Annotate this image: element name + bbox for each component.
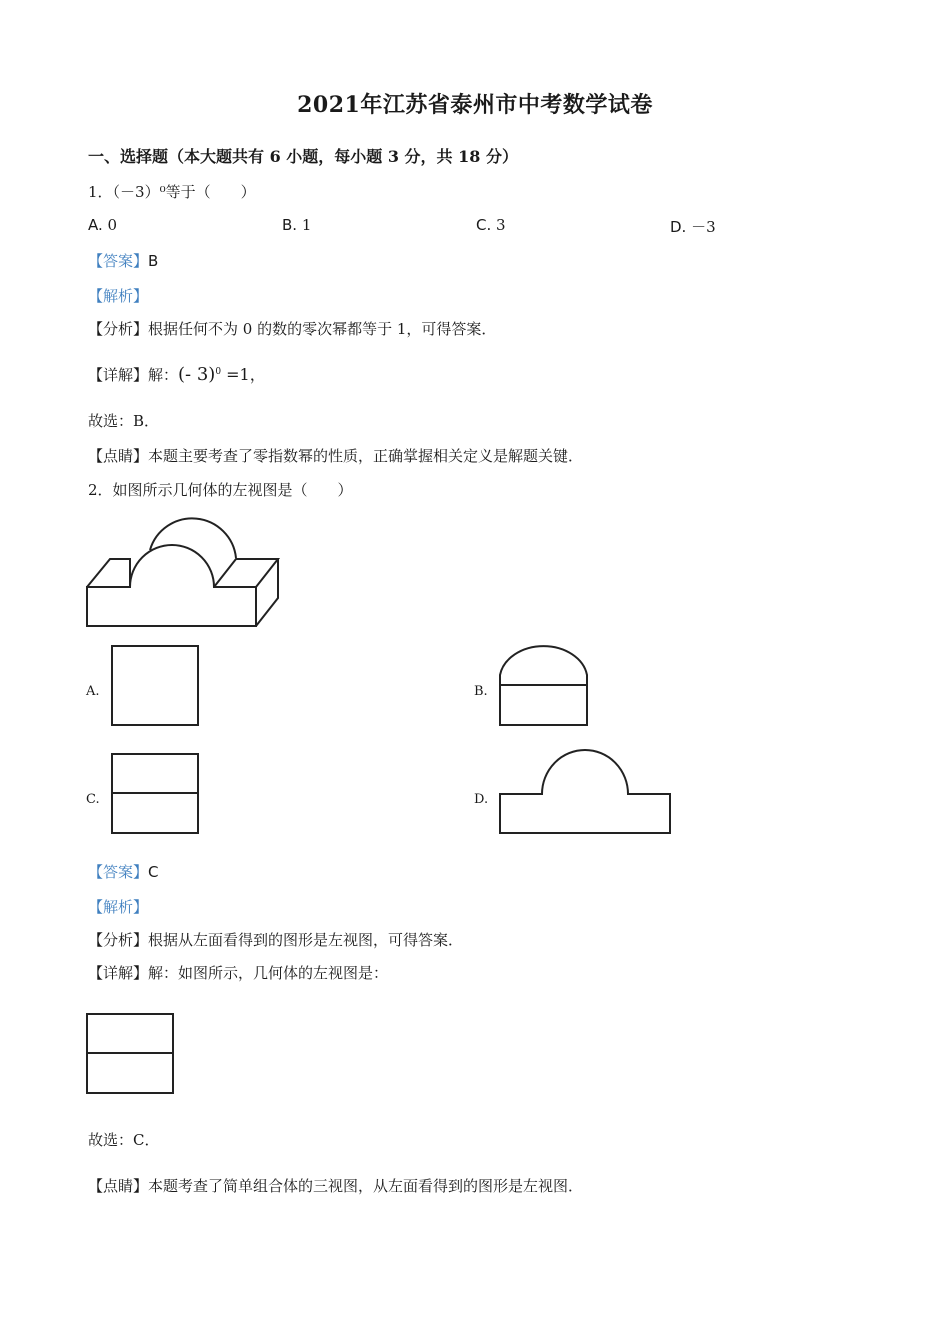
q1-stem: 1．（－3）⁰等于（ ） [88,183,256,201]
q1-guxuan: 故选：B． [88,412,160,430]
dome-on-base-shape [500,750,670,833]
square-shape [112,646,198,725]
left-top-face [87,559,130,587]
option-letter: A. [88,216,103,234]
q2-option-c-figure [111,753,199,834]
solid-figure [86,512,280,628]
q1-analysis-tag: 【解析】 [88,287,149,305]
xiangjie-prefix: 【详解】解： [88,366,179,384]
option-text: －3 [691,218,716,236]
q2-guxuan: 故选：C． [88,1131,160,1149]
dome-shape [500,646,587,685]
q2-option-d-figure [499,748,672,835]
q2-solution-figure [86,1013,174,1094]
q1-option-c [476,216,506,234]
q2-analysis-tag: 【解析】 [88,898,149,916]
q2-option-c-label: C. [86,792,100,807]
answer-value: C [148,863,159,881]
option-letter: B. [282,216,298,234]
section-heading: 一、选择题（本大题共有 6 小题，每小题 3 分，共 18 分） [88,147,518,166]
q1-option-b [282,216,311,234]
page-title: 2021年江苏省泰州市中考数学试卷 [297,92,653,118]
q2-xiangjie: 【详解】解：如图所示，几何体的左视图是： [88,964,389,982]
option-letter: D. [670,218,687,236]
answer-tag: 【答案】 [88,863,149,881]
q2-option-d-label: D. [474,792,489,807]
q1-xiangjie [88,362,266,385]
q2-option-b-label: B. [474,684,488,699]
right-side-face [256,559,278,626]
q2-stem: 2．如图所示几何体的左视图是（ ） [88,481,353,499]
q2-option-a-label: A. [86,684,100,699]
math-base: (- 3) [178,364,216,385]
rectangle-shape [500,685,587,725]
option-text: 3 [496,216,506,234]
answer-tag: 【答案】 [88,252,149,270]
q1-option-a [88,216,117,234]
q1-answer [88,250,158,271]
q2-fenxi: 【分析】根据从左面看得到的图形是左视图，可得答案． [88,931,464,949]
math-expression [178,364,266,385]
answer-value: B [148,252,159,270]
math-exponent: 0 [215,367,222,377]
q2-dianjing: 【点睛】本题考查了简单组合体的三视图，从左面看得到的图形是左视图． [88,1177,584,1195]
math-result: =1， [221,365,266,384]
right-top-face [214,559,278,587]
option-text: 1 [301,216,312,234]
front-face [87,545,256,626]
option-letter: C. [476,216,492,234]
q1-dianjing: 【点睛】本题主要考查了零指数幂的性质，正确掌握相关定义是解题关键． [88,447,584,465]
q1-option-d [670,216,716,237]
q2-option-a-figure [111,645,199,726]
option-text: 0 [107,216,118,234]
q2-answer [88,861,159,882]
q2-option-b-figure [499,641,589,727]
q1-fenxi: 【分析】根据任何不为 0 的数的零次幂都等于 1，可得答案． [88,320,497,338]
back-dome-arc [150,518,236,558]
